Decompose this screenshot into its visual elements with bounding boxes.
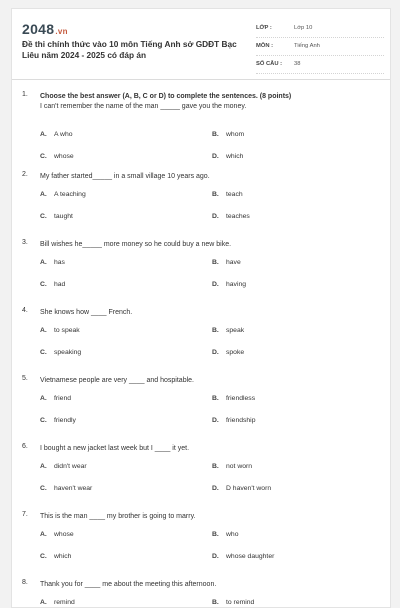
logo-suffix: .vn [55,27,68,36]
meta-value: Tiếng Anh [294,43,320,49]
option-letter: D. [212,417,219,424]
option-text: whose [54,153,74,160]
option-d[interactable] [212,349,244,356]
option-b[interactable] [212,131,244,138]
option-letter: A. [40,259,47,266]
question-number: 4. [22,307,28,314]
option-c[interactable] [40,553,71,560]
option-d[interactable] [212,281,246,288]
question-text: My father started_____ in a small village 10 years ago. [40,173,210,180]
question-text: I can't remember the name of the man _____ gave you the money. [40,103,247,110]
header-divider [12,79,390,80]
option-letter: B. [212,531,219,538]
question-number: 1. [22,91,28,98]
option-text: friendship [226,417,256,424]
option-d[interactable] [212,553,274,560]
meta-label: SỐ CÂU : [256,61,283,67]
option-letter: C. [40,213,47,220]
meta-row-class [256,23,384,38]
option-text: not worn [226,463,253,470]
question-text: She knows how ____ French. [40,309,133,316]
option-text: speak [226,327,245,334]
option-text: spoke [226,349,245,356]
option-c[interactable] [40,281,65,288]
option-text: A teaching [54,191,86,198]
option-letter: A. [40,327,47,334]
option-text: to remind [226,599,255,606]
option-c[interactable] [40,417,76,424]
question-text: This is the man ____ my brother is going to marry. [40,513,196,520]
option-letter: A. [40,395,47,402]
option-letter: B. [212,327,219,334]
option-c[interactable] [40,349,81,356]
option-letter: B. [212,191,219,198]
option-a[interactable] [40,531,74,538]
option-letter: B. [212,131,219,138]
option-text: remind [54,599,75,606]
option-b[interactable] [212,327,244,334]
option-b[interactable] [212,395,255,402]
meta-value: 38 [294,61,301,67]
document-page [11,8,391,608]
option-b[interactable] [212,259,241,266]
option-text: speaking [54,349,82,356]
option-text: friendly [54,417,76,424]
option-text: who [226,531,239,538]
document-title: Đề thi chính thức vào 10 môn Tiếng Anh sở GDĐT Bạc Liêu năm 2024 - 2025 có đáp án [22,39,237,60]
option-a[interactable] [40,327,80,334]
meta-row-question-count [256,59,384,74]
option-text: teach [226,191,243,198]
question-text: Thank you for ____ me about the meeting this afternoon. [40,581,217,588]
option-a[interactable] [40,131,73,138]
option-letter: D. [212,281,219,288]
option-letter: C. [40,485,47,492]
option-letter: D. [212,349,219,356]
option-text: whom [226,131,245,138]
question-instruction: Choose the best answer (A, B, C or D) to complete the sentences. (8 points) [40,93,292,100]
option-a[interactable] [40,599,75,606]
question-text: I bought a new jacket last week but I ____ it yet. [40,445,190,452]
option-d[interactable] [212,213,250,220]
option-text: which [226,153,244,160]
option-text: teaches [226,213,250,220]
option-c[interactable] [40,153,74,160]
question-number: 6. [22,443,28,450]
option-letter: C. [40,281,47,288]
option-a[interactable] [40,191,86,198]
option-c[interactable] [40,485,92,492]
option-b[interactable] [212,191,243,198]
option-letter: C. [40,153,47,160]
option-text: taught [54,213,73,220]
option-letter: D. [212,153,219,160]
option-text: which [54,553,72,560]
option-a[interactable] [40,259,65,266]
question-number: 3. [22,239,28,246]
option-text: whose [54,531,74,538]
question-text: Vietnamese people are very ____ and hospitable. [40,377,194,384]
question-number: 2. [22,171,28,178]
meta-row-subject [256,41,384,56]
option-letter: B. [212,259,219,266]
option-letter: D. [212,485,219,492]
option-letter: B. [212,599,219,606]
logo-text: 2048 [22,21,55,37]
option-text: friendless [226,395,256,402]
meta-value: Lớp 10 [294,25,313,31]
option-text: friend [54,395,72,402]
site-logo[interactable] [22,21,68,37]
option-d[interactable] [212,417,255,424]
meta-label: LỚP : [256,25,272,31]
option-b[interactable] [212,599,254,606]
option-letter: D. [212,213,219,220]
option-letter: C. [40,417,47,424]
option-letter: A. [40,463,47,470]
question-number: 7. [22,511,28,518]
option-text: having [226,281,247,288]
question-text: Bill wishes he_____ more money so he could buy a new bike. [40,241,232,248]
document-meta [256,23,384,77]
option-text: have [226,259,241,266]
option-b[interactable] [212,531,238,538]
option-d[interactable] [212,485,271,492]
option-text: to speak [54,327,80,334]
option-text: haven't wear [54,485,93,492]
option-letter: A. [40,599,47,606]
option-text: whose daughter [226,553,275,560]
option-a[interactable] [40,395,71,402]
meta-label: MÔN : [256,43,274,49]
option-letter: A. [40,191,47,198]
document-header [20,17,384,77]
question-number: 5. [22,375,28,382]
option-text: had [54,281,66,288]
question-number: 8. [22,579,28,586]
option-letter: C. [40,553,47,560]
option-c[interactable] [40,213,73,220]
option-letter: A. [40,131,47,138]
option-text: has [54,259,65,266]
option-letter: B. [212,395,219,402]
option-d[interactable] [212,153,243,160]
option-b[interactable] [212,463,252,470]
option-letter: D. [212,553,219,560]
option-text: A who [54,131,73,138]
option-letter: B. [212,463,219,470]
option-letter: A. [40,531,47,538]
option-letter: C. [40,349,47,356]
option-text: didn't wear [54,463,87,470]
option-text: D haven't worn [226,485,272,492]
option-a[interactable] [40,463,87,470]
